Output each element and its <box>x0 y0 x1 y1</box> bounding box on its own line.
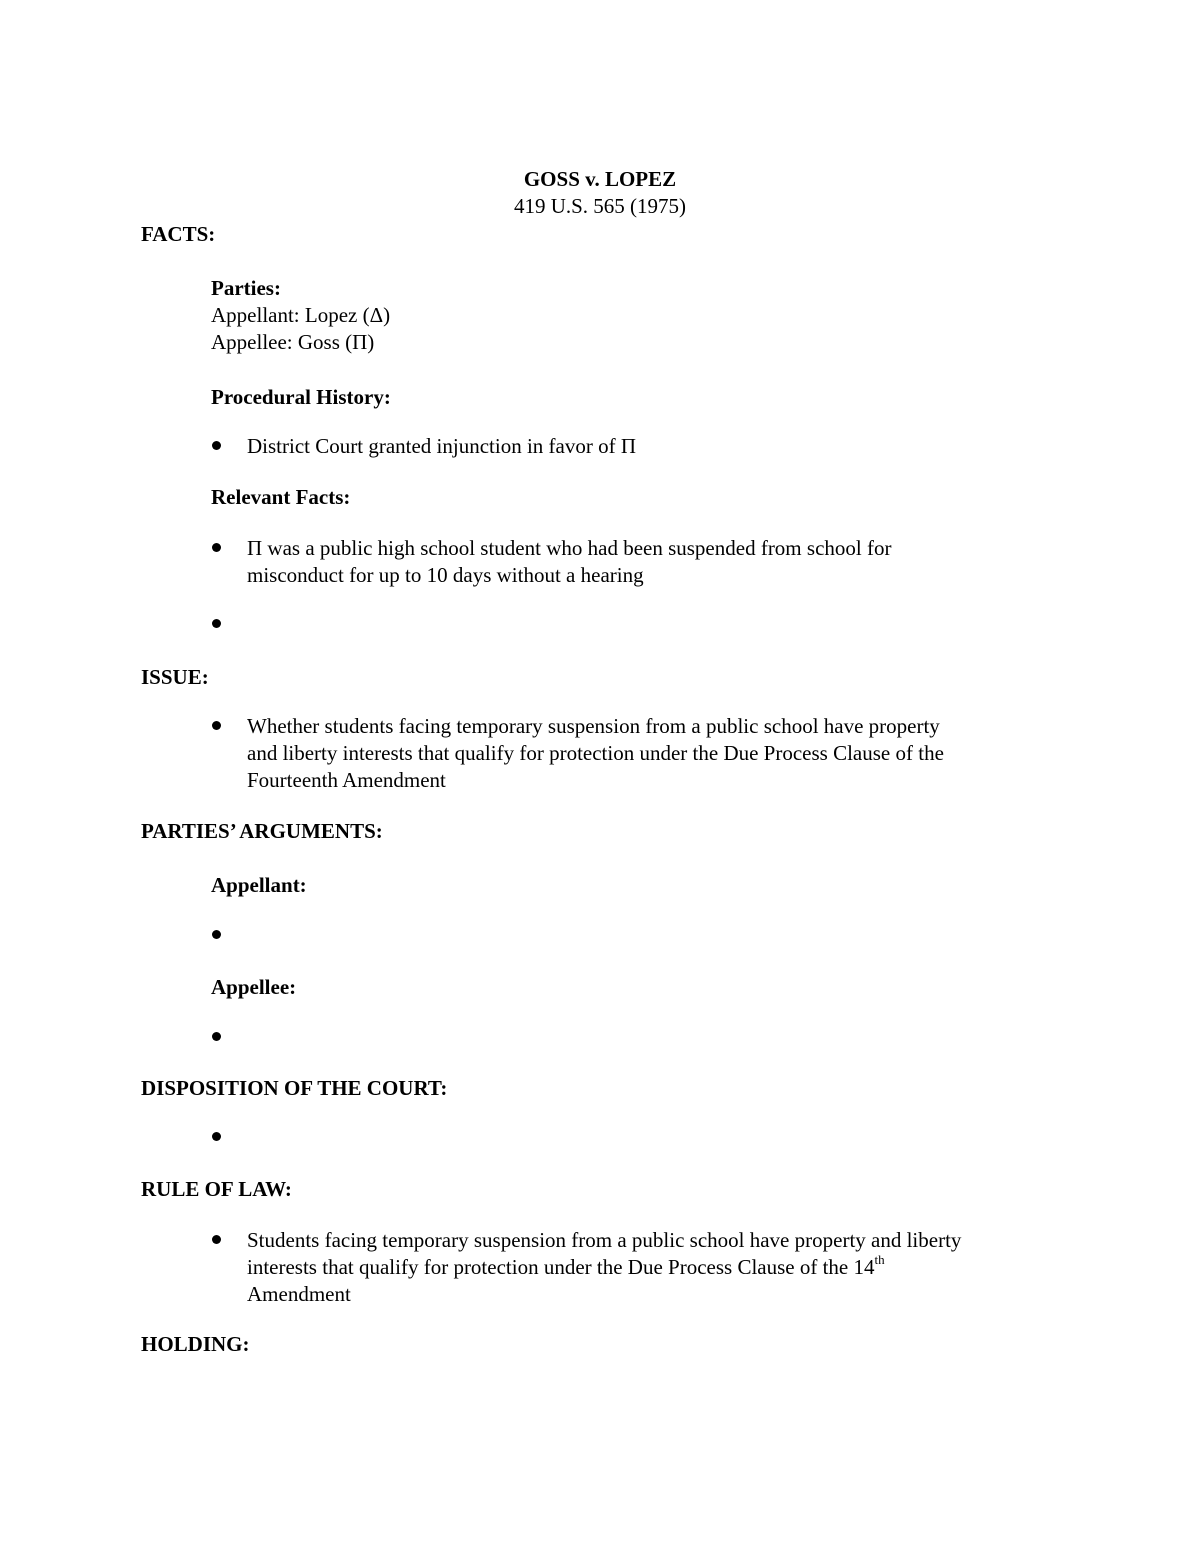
issue-line-2: and liberty interests that qualify for protection under the Due Process Clause of the <box>247 741 944 765</box>
bullet-icon <box>212 441 221 450</box>
appellee-line: Appellee: Goss (Π) <box>211 330 375 354</box>
relevant-fact-line-1: Π was a public high school student who had been suspended from school for <box>247 536 892 560</box>
bullet-icon <box>212 543 221 552</box>
issue-line-3: Fourteenth Amendment <box>247 768 446 792</box>
issue-line-1: Whether students facing temporary suspension from a public school have property <box>247 714 940 738</box>
issue-heading: ISSUE: <box>141 665 209 689</box>
procedural-item: District Court granted injunction in favor of Π <box>247 434 637 458</box>
bullet-icon <box>212 1235 221 1244</box>
appellant-line: Appellant: Lopez (Δ) <box>211 303 391 327</box>
relevant-fact-line-2: misconduct for up to 10 days without a hearing <box>247 563 644 587</box>
bullet-icon <box>212 930 221 939</box>
bullet-icon <box>212 721 221 730</box>
bullet-icon <box>212 619 221 628</box>
disposition-heading: DISPOSITION OF THE COURT: <box>141 1076 448 1100</box>
rule-line-3: Amendment <box>247 1282 351 1306</box>
arguments-heading: PARTIES’ ARGUMENTS: <box>141 819 383 843</box>
facts-heading: FACTS: <box>141 222 216 246</box>
rule-of-law-heading: RULE OF LAW: <box>141 1177 292 1201</box>
parties-heading: Parties: <box>211 276 281 300</box>
relevant-facts-heading: Relevant Facts: <box>211 485 351 509</box>
rule-line-2-text: interests that qualify for protection under the Due Process Clause of the 14 <box>247 1255 875 1279</box>
ordinal-suffix: th <box>874 1252 885 1267</box>
appellee-argument-heading: Appellee: <box>211 975 297 999</box>
appellant-argument-heading: Appellant: <box>211 873 307 897</box>
procedural-history-heading: Procedural History: <box>211 385 391 409</box>
bullet-icon <box>212 1132 221 1141</box>
case-citation: 419 U.S. 565 (1975) <box>513 194 687 218</box>
case-title: GOSS v. LOPEZ <box>523 167 677 191</box>
bullet-icon <box>212 1032 221 1041</box>
rule-line-1: Students facing temporary suspension from a public school have property and liberty <box>247 1228 962 1252</box>
rule-line-2 <box>247 1254 885 1281</box>
holding-heading: HOLDING: <box>141 1332 250 1356</box>
